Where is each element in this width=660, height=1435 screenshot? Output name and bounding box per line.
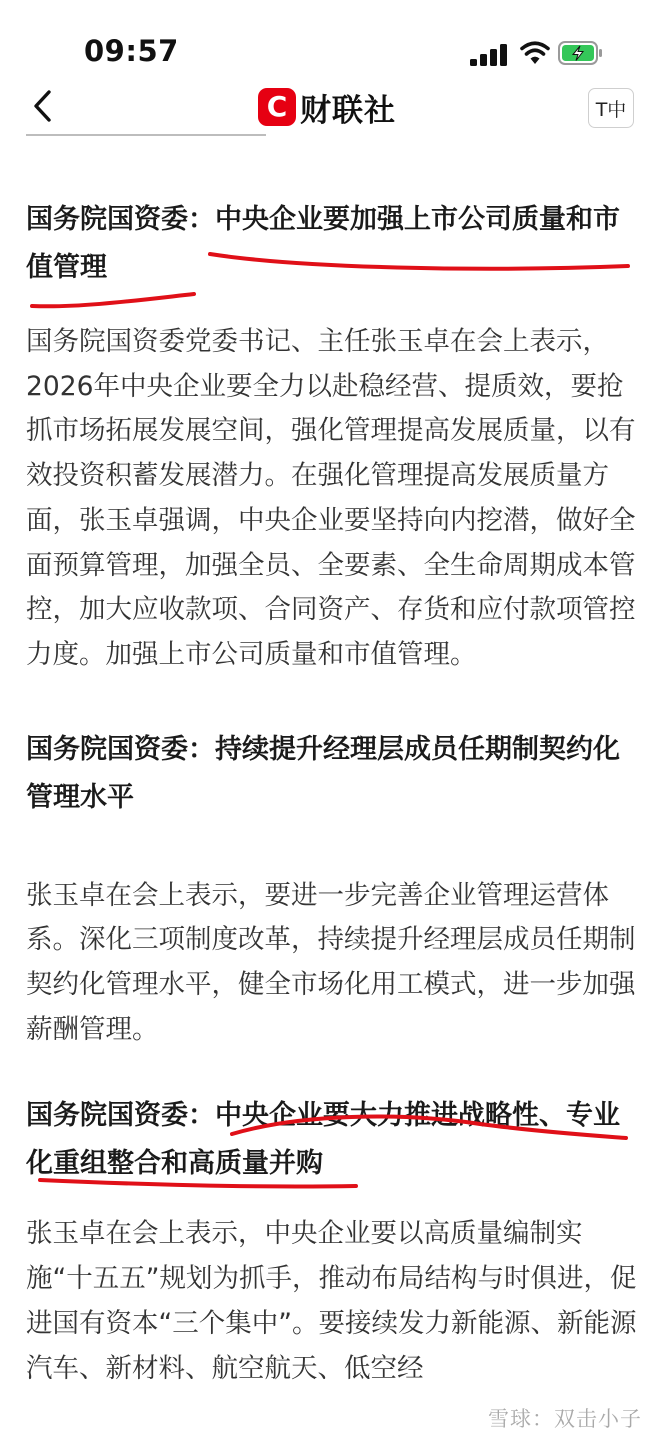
watermark: 雪球：双击小子 [488,1407,642,1431]
signal-icon [470,44,510,66]
article-section [26,196,638,678]
section-body: 张玉卓在会上表示，中央企业要以高质量编制实施“十五五”规划为抓手，推动布局结构与时俱进，促进国有资本“三个集中”。要接续发力新能源、新能源汽车、新材料、航空航天、低空经 [26,1218,637,1384]
brand-logo-mark: C [258,88,296,126]
back-button[interactable] [26,84,60,128]
font-size-button[interactable]: T中 [588,88,634,128]
status-bar [0,0,660,88]
brand-name: 财联社 [300,92,396,129]
brand-logo [258,84,396,130]
chevron-left-icon [33,89,53,123]
section-body: 张玉卓在会上表示，要进一步完善企业管理运营体系。深化三项制度改革，持续提升经理层成员任期制契约化管理水平，健全市场化用工模式，进一步加强薪酬管理。 [26,879,636,1045]
status-time: 09:57 [84,34,179,68]
article-content [26,196,638,1391]
battery-charging-icon [558,40,604,66]
scrolled-text-remnant [26,126,266,144]
article-section [26,726,638,1053]
section-heading: 国务院国资委：持续提升经理层成员任期制契约化管理水平 [26,733,620,813]
wifi-icon [520,40,550,66]
section-body: 国务院国资委党委书记、主任张玉卓在会上表示，2026年中央企业要全力以赴稳经营、提质效，要抢抓市场拓展发展空间，强化管理提高发展质量，以有效投资积蓄发展潜力。在强化管理提高发展质量方面，张玉卓强调，中央企业要坚持向内挖潜，做好全面预算管理，加强全员、全要素、全生命周期成本管控，加大应收款项、合同资产、存货和应付款项管控力度。加强上市公司质量和市值管理。 [26,326,636,670]
section-heading: 国务院国资委：中央企业要加强上市公司质量和市值管理 [26,204,620,283]
article-section [26,1092,638,1391]
section-heading: 国务院国资委：中央企业要大力推进战略性、专业化重组整合和高质量并购 [26,1100,620,1180]
